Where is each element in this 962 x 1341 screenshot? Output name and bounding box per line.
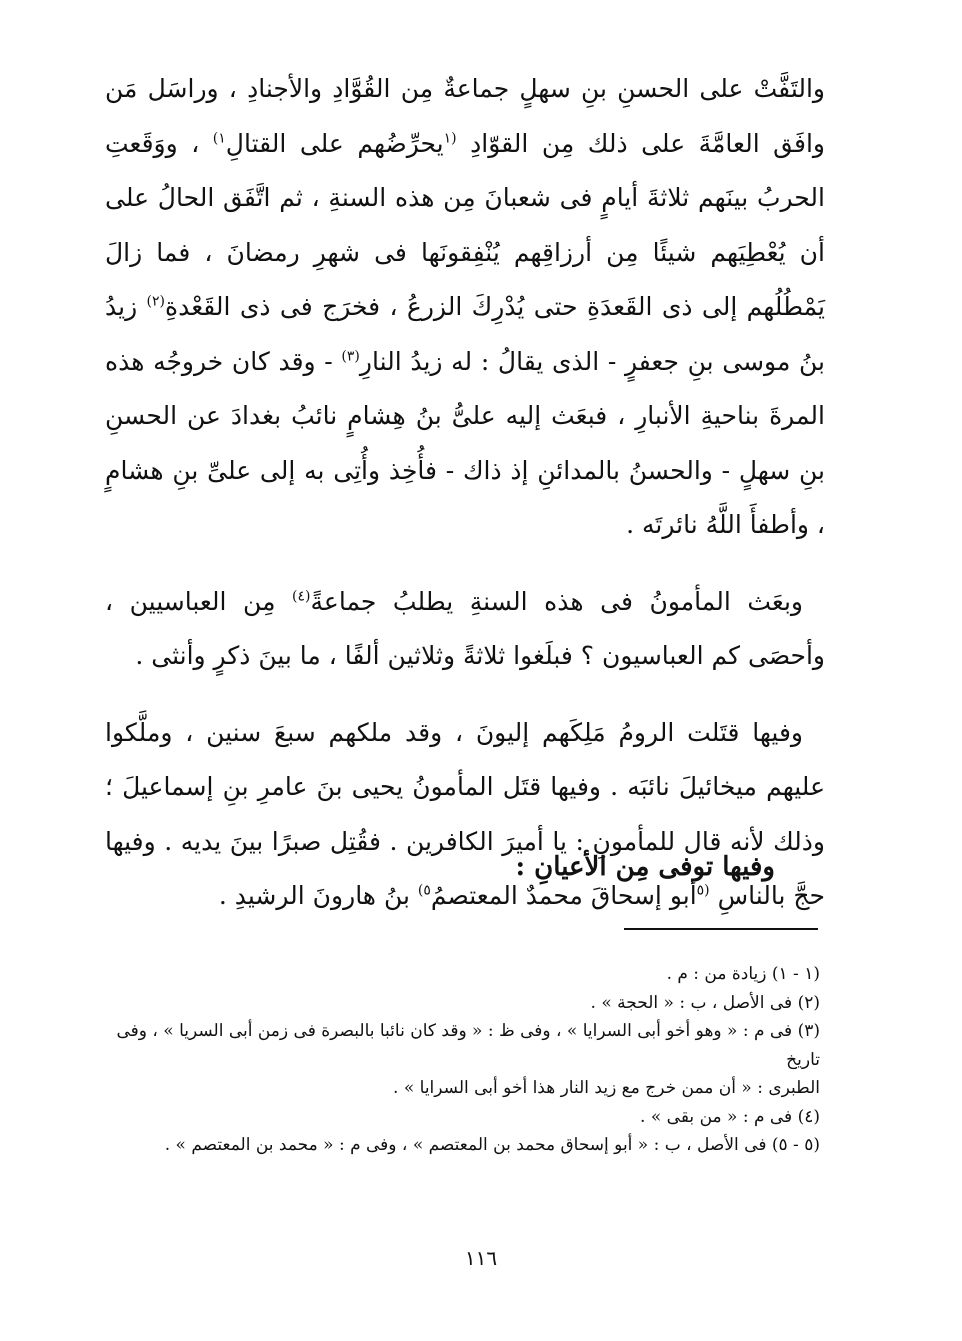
p1-line-5: فخرَج فى ذى القَعْدةِ	[165, 292, 381, 321]
footnote-5: (٥ - ٥) فى الأصل ، ب : « أبو إسحاق محمد بن المعتصم » ، وفى م : « محمد بن المعتصم » .	[164, 1135, 820, 1155]
footnote-2: (٢) فى الأصل ، ب : « الحجة » .	[590, 992, 820, 1013]
footnote-3: (٣) فى م : « وهو أخو أبى السرايا » ، وفى ظ : « وقد كان نائبا بالبصرة فى زمن أبى السريا » ، وفى تاريخ	[116, 1021, 820, 1070]
p1-line-2: على ذلك مِن القوّادِ	[456, 128, 686, 158]
p1-line-5-c: -	[324, 346, 342, 376]
footnote-mark-3: (٣)	[341, 348, 360, 365]
p1-line-5-b: زيدُ بنُ موسى بنِ جعفرٍ - الذى يقالُ : له زيدُ النارِ	[105, 292, 826, 376]
p1-line-2-end: ، ووَقَعتِ الحربُ بينَهم ثلاثةَ أيامٍ	[105, 128, 825, 212]
p2-line-1-a: وبعَث المأمونُ فى هذه السنةِ يطلبُ جماعةً	[310, 586, 803, 616]
p1-line-1: والتَفَّتْ على الحسنِ بنِ سهلٍ جماعةٌ مِن القُوَّادِ والأجنادِ ، وراسَل مَن وافَق العامَّةَ	[105, 74, 825, 158]
footnote-divider	[624, 928, 818, 930]
p3-line-3-b: أبو إسحاقَ	[590, 881, 697, 910]
footnote-3-continued: الطبرى : « أن ممن خرج مع زيد النار هذا أخو أبى السرايا » .	[393, 1078, 820, 1098]
p3-line-2: ميخائيلَ نائبَه . وفيها قتَل المأمونُ يحيى بنَ عامرِ بنِ إسماعيلَ ؛ وذلك لأنه قال	[105, 772, 825, 856]
page-number: ١١٦	[464, 1246, 498, 1270]
footnote-mark-5-open: (٥	[696, 882, 710, 899]
p3-line-4-b: بنُ هارونَ الرشيدِ .	[218, 881, 418, 910]
p1-line-8: هشامٍ ، وأطفأَ اللَّهُ نائرتَه .	[105, 455, 825, 539]
p3-line-4-a: محمدٌ المعتصمُ	[430, 881, 583, 910]
main-text	[105, 62, 825, 946]
p1-line-2-insert: يحرِّضُهم على القتالِ	[225, 128, 444, 158]
paragraph-2	[105, 575, 825, 684]
footnote-mark-1-open: (١	[443, 130, 457, 147]
footnote-mark-4: (٤)	[292, 588, 311, 605]
section-heading: وفيها توفى مِن الأعيانِ :	[515, 852, 775, 882]
footnote-mark-2: (٢)	[146, 293, 165, 310]
p1-line-3: فى شعبانَ مِن هذه السنةِ ، ثم اتَّفَق الحالُ على أن يُعْطِيَهم شيئًا مِن أرزاقِهم	[105, 183, 825, 267]
footnotes	[108, 960, 820, 1160]
p1-line-6: وقد كان خروجُه هذه المرةَ بناحيةِ الأنبارِ ، فبعَث إليه علىُّ بنُ هِشامٍ نائبُ بغدادَ	[105, 346, 825, 430]
p1-line-7: عن الحسنِ بنِ سهلٍ - والحسنُ بالمدائنِ إذ ذاك - فأُخِذ وأُتِى به إلى علىِّ بنِ	[105, 401, 825, 485]
footnote-1: (١ - ١) زيادة من : م .	[666, 964, 820, 984]
footnote-mark-1-close: ١)	[212, 130, 226, 147]
p2-line-2: العباسيون ؟ فبلَغوا ثلاثةً وثلاثين ألفًا ، ما بينَ ذكرٍ وأنثى .	[135, 641, 704, 670]
p2-line-1-b: مِن العباسيين ، وأحصَى كم	[105, 586, 825, 670]
p3-line-1: وفيها قتَلت الرومُ مَلِكَهم إليونَ ، وقد ملكهم سبعَ سنين ، وملَّكوا عليهم	[105, 717, 825, 801]
footnote-4: (٤) فى م : « من بقى » .	[640, 1106, 820, 1127]
p1-line-4: يُنْفِقونَها فى شهرِ رمضانَ ، فما زالَ يَمْطُلُهم إلى ذى القَعدَةِ حتى يُدْرِكَ الزرعُ ،	[105, 237, 826, 321]
footnote-mark-5-close: ٥)	[417, 882, 431, 899]
paragraph-1	[105, 62, 825, 553]
p3-line-3: للمأمونِ : يا أميرَ الكافرين . فقُتِل صبرًا بينَ يديه . وفيها حجَّ بالناسِ	[105, 826, 825, 910]
